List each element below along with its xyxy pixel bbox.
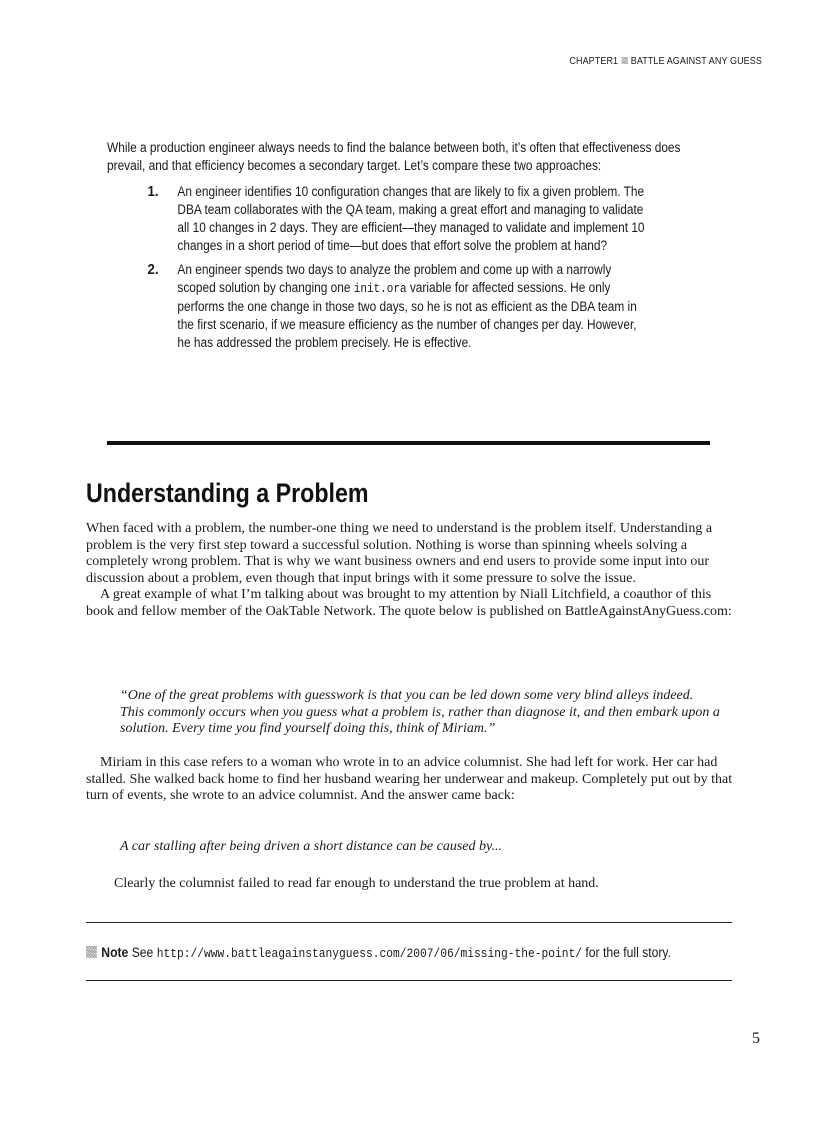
- section-body-continued: [86, 755, 736, 805]
- note-url[interactable]: http://www.battleagainstanyguess.com/2007/06/missing-the-point/: [156, 947, 583, 961]
- sidebar-intro: While a production engineer always needs to find the balance between both, it’s often that effectiveness does prevail, and that efficiency becomes a secondary target. Let’s compare these two approaches:: [107, 140, 681, 173]
- note-see: See: [131, 945, 154, 960]
- sidebar-bottom-rule: [107, 441, 710, 445]
- section-title: Understanding a Problem: [86, 478, 369, 508]
- inline-code: init.ora: [353, 282, 407, 296]
- note-bottom-rule: [86, 980, 732, 981]
- section-body: [86, 521, 736, 620]
- separator-square-icon: [622, 57, 628, 64]
- note-tail: for the full story.: [585, 945, 671, 960]
- step-text-before: An engineer spends two days to analyze the problem and come up with a narrowly scoped solution by changing one: [177, 262, 612, 295]
- step-number: 1.: [147, 183, 159, 200]
- list-item: [107, 261, 705, 352]
- step-text: An engineer identifies 10 configuration changes that are likely to fix a given problem. The DBA team collaborates with the QA team, making a great effort and managing to validate all 10 changes in 2 days. They are efficient—they managed to validate and implement 10 changes in a short period of time—but does that effort solve the problem at hand?: [177, 184, 645, 253]
- step-number: 2.: [147, 261, 159, 278]
- block-quote: “One of the great problems with guesswork is that you can be led down some very blind alleys indeed. This commonly occurs when you guess what a problem is, rather than diagnose it, and then embark upon a solution. Every time you find yourself doing this, think of Miriam.”: [120, 688, 720, 736]
- paragraph: Miriam in this case refers to a woman who wrote in to an advice columnist. She had left for work. Her car had stalled. She walked back home to find her husband wearing her underwear and makeup. Completely put out by that turn of events, she wrote to an advice columnist. And the answer came back:: [86, 755, 733, 803]
- note-label: Note: [101, 945, 129, 960]
- closing-paragraph: [114, 876, 764, 893]
- running-head-title: BATTLE AGAINST ANY GUESS: [630, 56, 762, 67]
- running-head-chapter: CHAPTER1: [569, 56, 619, 67]
- answer-quote: A car stalling after being driven a short distance can be caused by...: [120, 839, 502, 854]
- paragraph: Clearly the columnist failed to read far enough to understand the true problem at hand.: [114, 876, 599, 891]
- page-number: 5: [752, 1030, 760, 1047]
- note-square-icon: [86, 946, 97, 958]
- paragraph: When faced with a problem, the number-one thing we need to understand is the problem itself. Understanding a problem is the very first step toward a successful solution. Nothing is worse than spinning wheels solving a completely wrong problem. That is why we want business owners and end users to provide some input into our discussion about a problem, even though that input brings with it some pressure to solve the issue.: [86, 521, 713, 586]
- sidebar-box: [107, 139, 707, 358]
- steps-list: [107, 183, 705, 352]
- step-text: [177, 261, 652, 352]
- step-text-after: variable for affected sessions. He only performs the one change in those two days, so he is not as efficient as the DBA team in the first scenario, if we measure efficiency as the number of changes per day. However, he has addressed the problem precisely. He is effective.: [177, 280, 637, 350]
- running-head: [569, 56, 762, 67]
- note-box: [86, 945, 671, 961]
- list-item: [107, 183, 705, 255]
- note-top-rule: [86, 922, 732, 923]
- paragraph: A great example of what I’m talking about was brought to my attention by Niall Litchfield, a coauthor of this book and fellow member of the OakTable Network. The quote below is published on BattleAgainstAnyGuess.com:: [86, 587, 732, 619]
